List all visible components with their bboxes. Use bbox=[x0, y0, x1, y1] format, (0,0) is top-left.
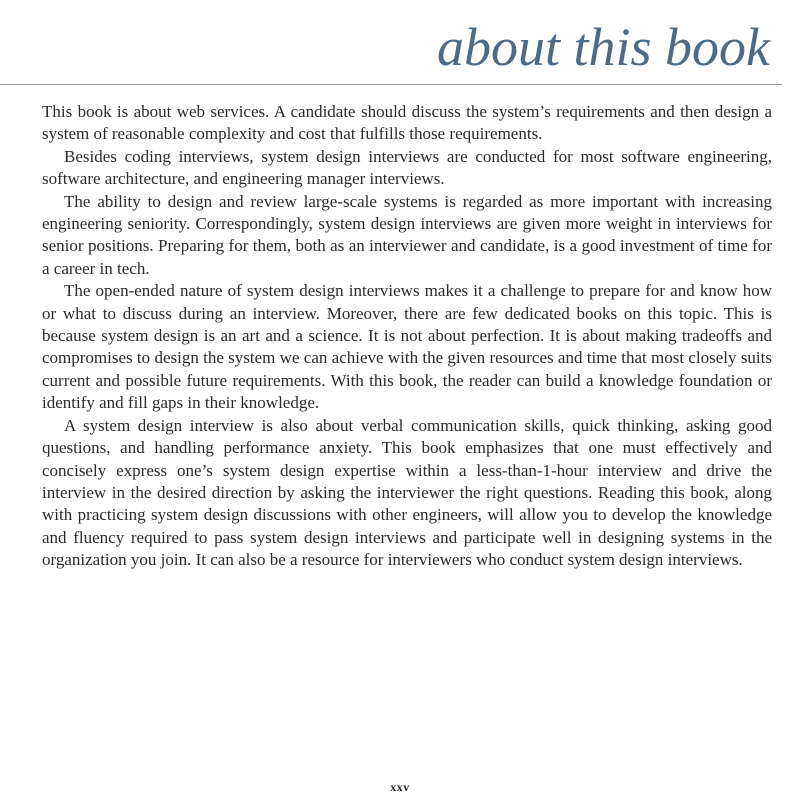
paragraph-communication: A system design interview is also about verbal communication skills, quick thinking, asking good questions, and handling performance anxiety. This book emphasizes that one must effectively and concisely express one’s system design expertise within a less-than-1-hour interview and drive the interview in the desired direction by asking the interviewer the right questions. Reading this book, along with practicing system design discussions with other engineers, will allow you to develop the knowledge and fluency required to pass system design interviews and participate well in designing systems in the organization you join. It can also be a resource for interviewers who conduct system design interviews. bbox=[42, 415, 772, 570]
body-text bbox=[42, 101, 772, 572]
chapter-heading: about this book bbox=[437, 17, 770, 77]
page-number: xxv bbox=[390, 780, 410, 794]
paragraph-open-ended: The open-ended nature of system design interviews makes it a challenge to prepare for and know how or what to discuss during an interview. Moreover, there are few dedicated books on this topic. This is because system design is an art and a science. It is not about perfection. It is about making tradeoffs and compromises to design the system we can achieve with the given resources and time that most closely suits current and possible future requirements. With this book, the reader can build a knowledge foundation or identify and fill gaps in their knowledge. bbox=[42, 281, 772, 413]
paragraph-seniority: The ability to design and review large-scale systems is regarded as more important with increasing engineering seniority. Correspondingly, system design interviews are given more weight in interviews for senior positions. Preparing for them, both as an interviewer and candidate, is a good investment of time for a career in tech. bbox=[42, 191, 772, 278]
paragraph-intro: This book is about web services. A candidate should discuss the system’s requirements and then design a system of reasonable complexity and cost that fulfills those requirements. bbox=[42, 102, 772, 144]
paragraph-interview-types: Besides coding interviews, system design interviews are conducted for most software engineering, software architecture, and engineering manager interviews. bbox=[42, 146, 772, 189]
heading-rule bbox=[0, 84, 782, 85]
